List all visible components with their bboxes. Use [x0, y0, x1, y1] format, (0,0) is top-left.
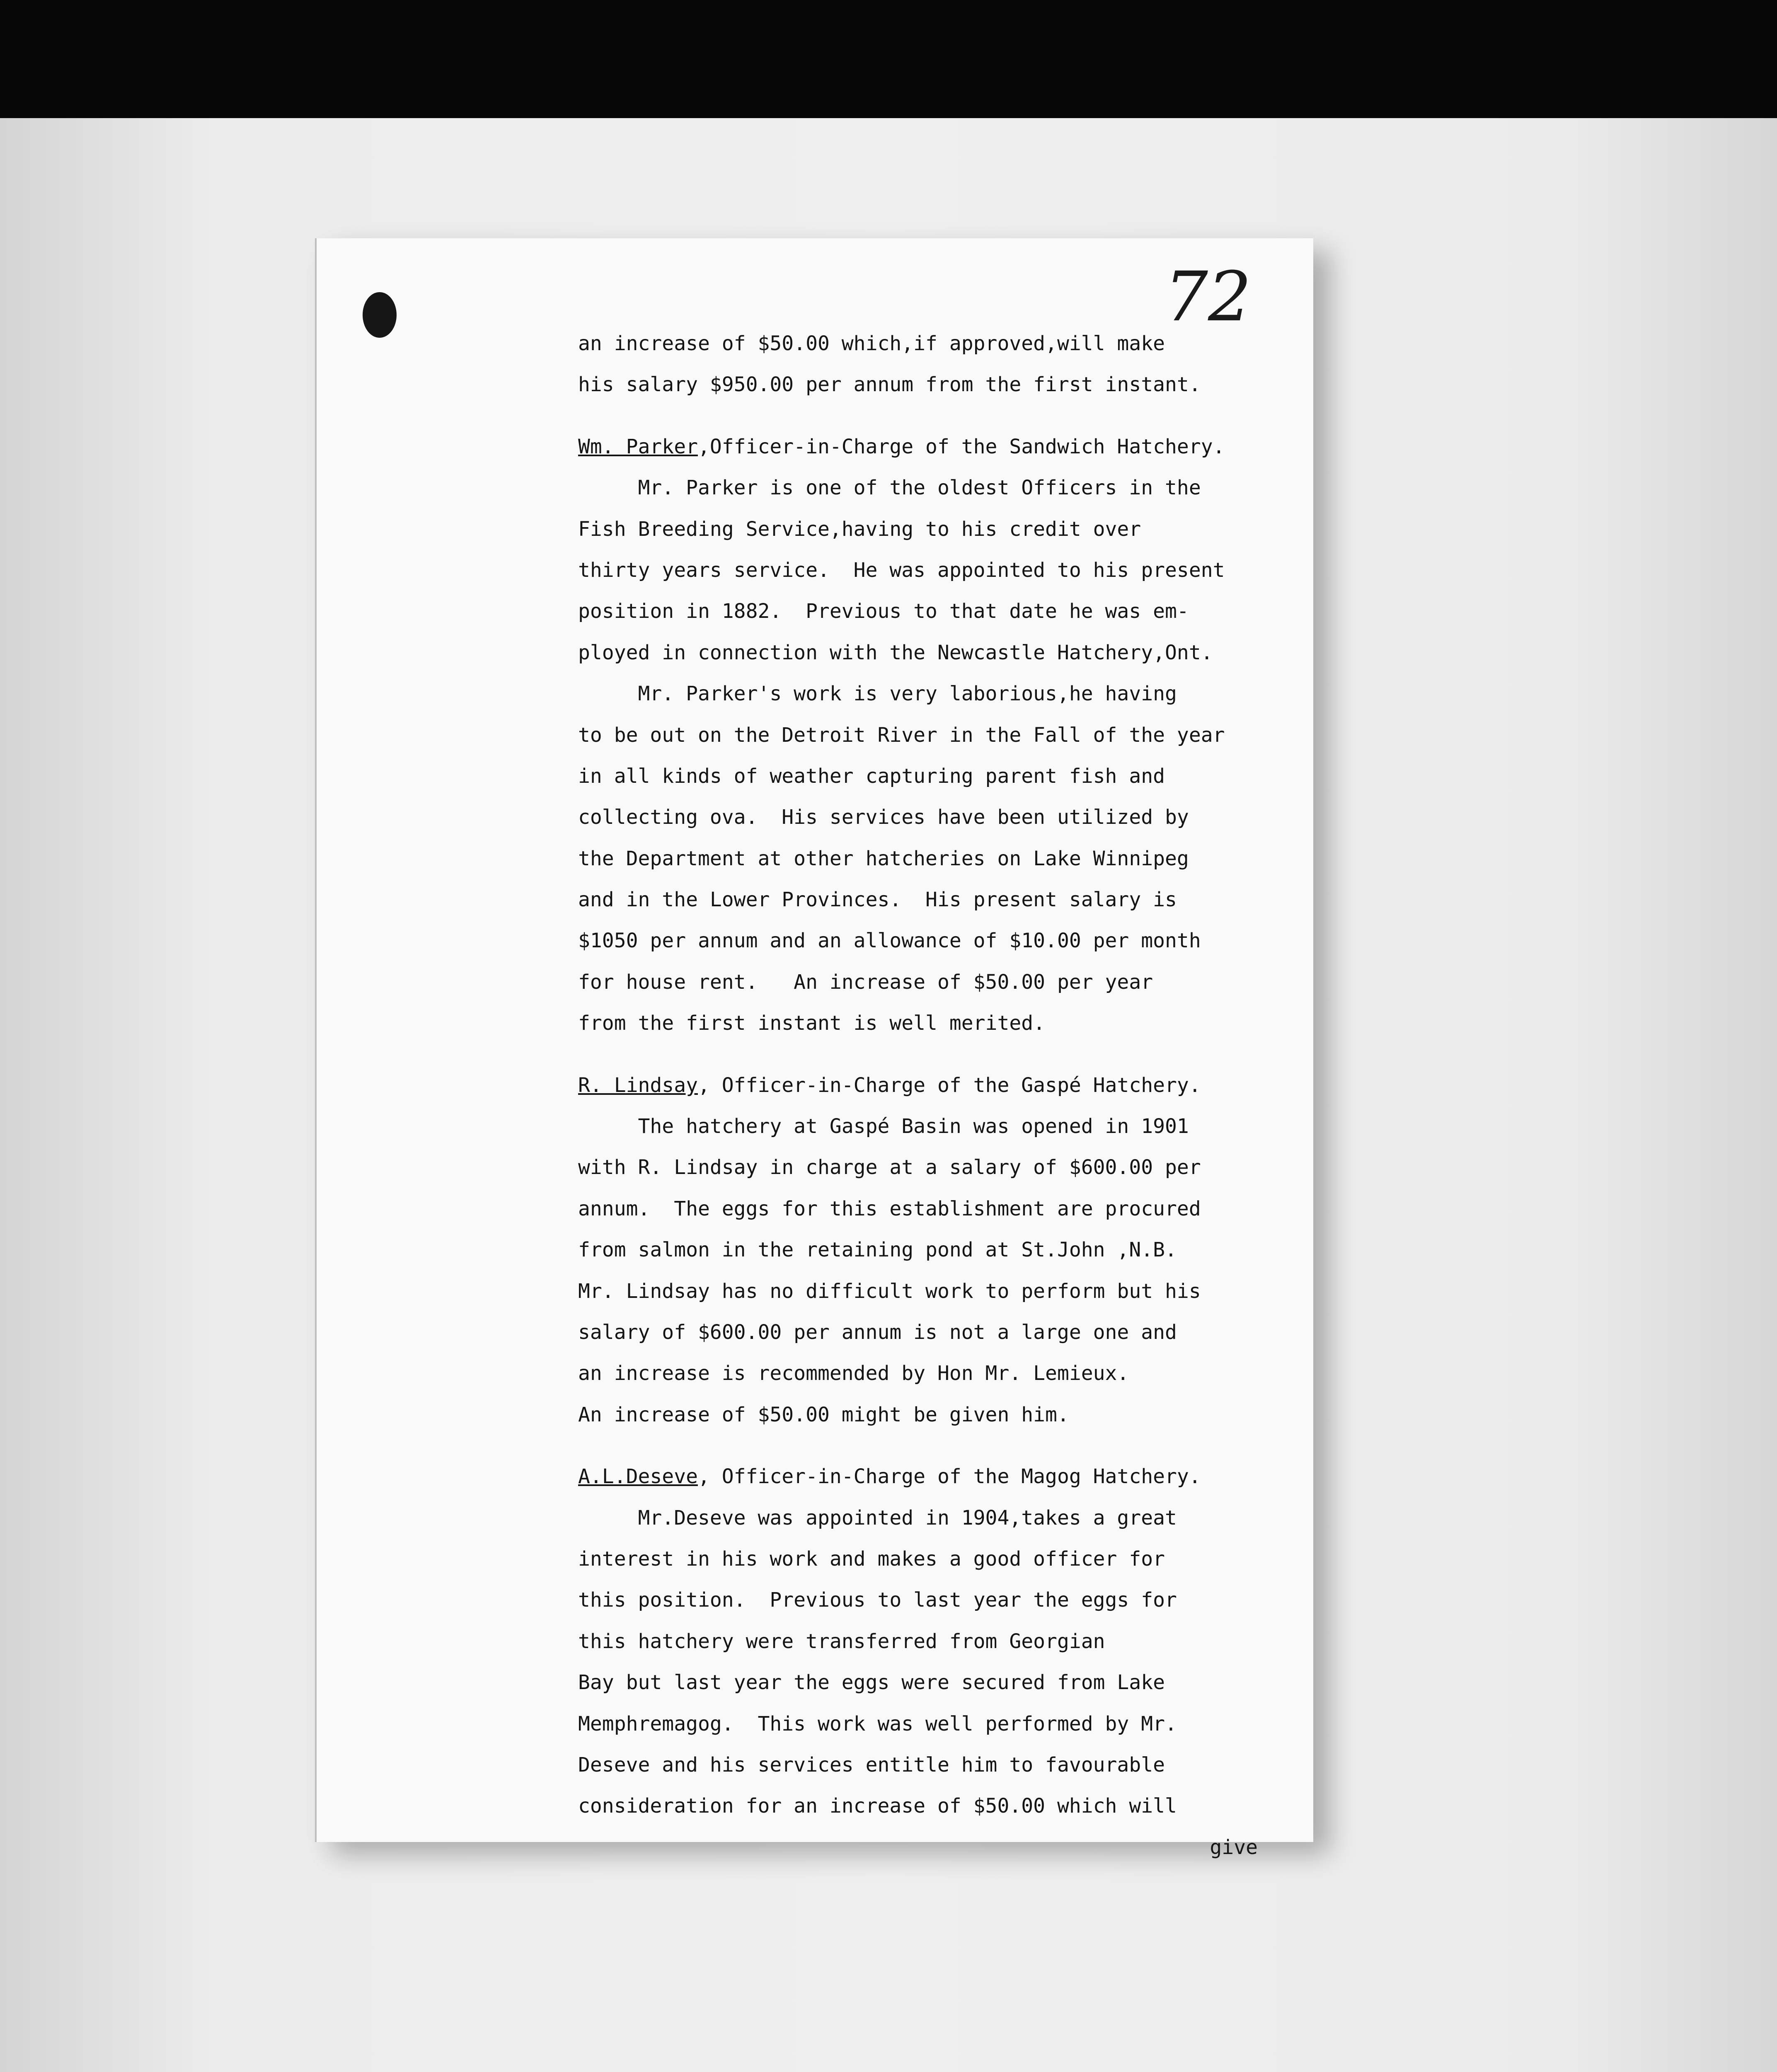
text-line: Mr. Parker's work is very laborious,he having — [578, 682, 1177, 706]
text-line: in all kinds of weather capturing parent fish and — [578, 764, 1165, 788]
text-line: Memphremagog. This work was well performed by Mr. — [578, 1712, 1177, 1736]
heading-text: ,Officer-in-Charge of the Sandwich Hatchery. — [697, 435, 1225, 458]
text-line: The hatchery at Gaspé Basin was opened in 1901 — [578, 1115, 1189, 1138]
section-heading — [578, 1456, 1283, 1497]
text-line: ployed in connection with the Newcastle Hatchery,Ont. — [578, 641, 1213, 664]
text-line: $1050 per annum and an allowance of $10.00 per month — [578, 929, 1201, 953]
document-body — [578, 323, 1283, 1868]
paragraph-gap — [578, 406, 1283, 426]
text-line: for house rent. An increase of $50.00 per year — [578, 970, 1153, 994]
officer-name: R. Lindsay — [578, 1073, 698, 1097]
text-line: Deseve and his services entitle him to favourable — [578, 1753, 1165, 1777]
text-line: position in 1882. Previous to that date he was em- — [578, 600, 1189, 623]
text-line: Bay but last year the eggs were secured from Lake — [578, 1671, 1165, 1694]
text-line: Mr. Parker is one of the oldest Officers in the — [578, 476, 1201, 500]
text-line: from the first instant is well merited. — [578, 1012, 1046, 1035]
text-line: Mr.Deseve was appointed in 1904,takes a great — [578, 1506, 1177, 1530]
text-line: with R. Lindsay in charge at a salary of $600.00 per — [578, 1156, 1201, 1179]
text-line: the Department at other hatcheries on Lake Winnipeg — [578, 847, 1189, 870]
section-heading — [578, 1065, 1283, 1106]
text-line: collecting ova. His services have been utilized by — [578, 806, 1189, 829]
text-line: annum. The eggs for this establishment are procured — [578, 1197, 1201, 1220]
text-line: consideration for an increase of $50.00 which will — [578, 1794, 1177, 1818]
text-line: thirty years service. He was appointed to his present — [578, 558, 1225, 582]
paragraph-gap — [578, 1044, 1283, 1065]
text-line: an increase is recommended by Hon Mr. Lemieux. — [578, 1362, 1129, 1385]
text-line: interest in his work and makes a good officer for — [578, 1547, 1165, 1571]
text-line: Mr. Lindsay has no difficult work to perform but his — [578, 1279, 1201, 1303]
film-border — [0, 0, 1777, 118]
punch-hole — [363, 292, 397, 338]
paragraph-gap — [578, 1435, 1283, 1456]
text-line: this hatchery were transferred from Georgian — [578, 1629, 1105, 1653]
text-line: an increase of $50.00 which,if approved,will make — [578, 332, 1165, 355]
text-line: to be out on the Detroit River in the Fall of the year — [578, 723, 1225, 747]
officer-name: A.L.Deseve — [578, 1465, 698, 1489]
text-line: Fish Breeding Service,having to his credit over — [578, 517, 1141, 541]
text-line: give — [1210, 1835, 1258, 1859]
text-line: and in the Lower Provinces. His present salary is — [578, 888, 1177, 912]
heading-text: , Officer-in-Charge of the Magog Hatchery. — [697, 1465, 1201, 1489]
officer-name: Wm. Parker — [578, 435, 698, 458]
text-line: from salmon in the retaining pond at St.John ,N.B. — [578, 1238, 1177, 1262]
text-line: An increase of $50.00 might be given him. — [578, 1403, 1069, 1426]
text-line: his salary $950.00 per annum from the first instant. — [578, 373, 1201, 397]
folio-number: 72 — [1164, 257, 1252, 336]
heading-text: , Officer-in-Charge of the Gaspé Hatchery. — [697, 1073, 1201, 1097]
text-line: salary of $600.00 per annum is not a large one and — [578, 1320, 1177, 1344]
text-line: this position. Previous to last year the eggs for — [578, 1588, 1177, 1612]
section-heading — [578, 426, 1283, 467]
